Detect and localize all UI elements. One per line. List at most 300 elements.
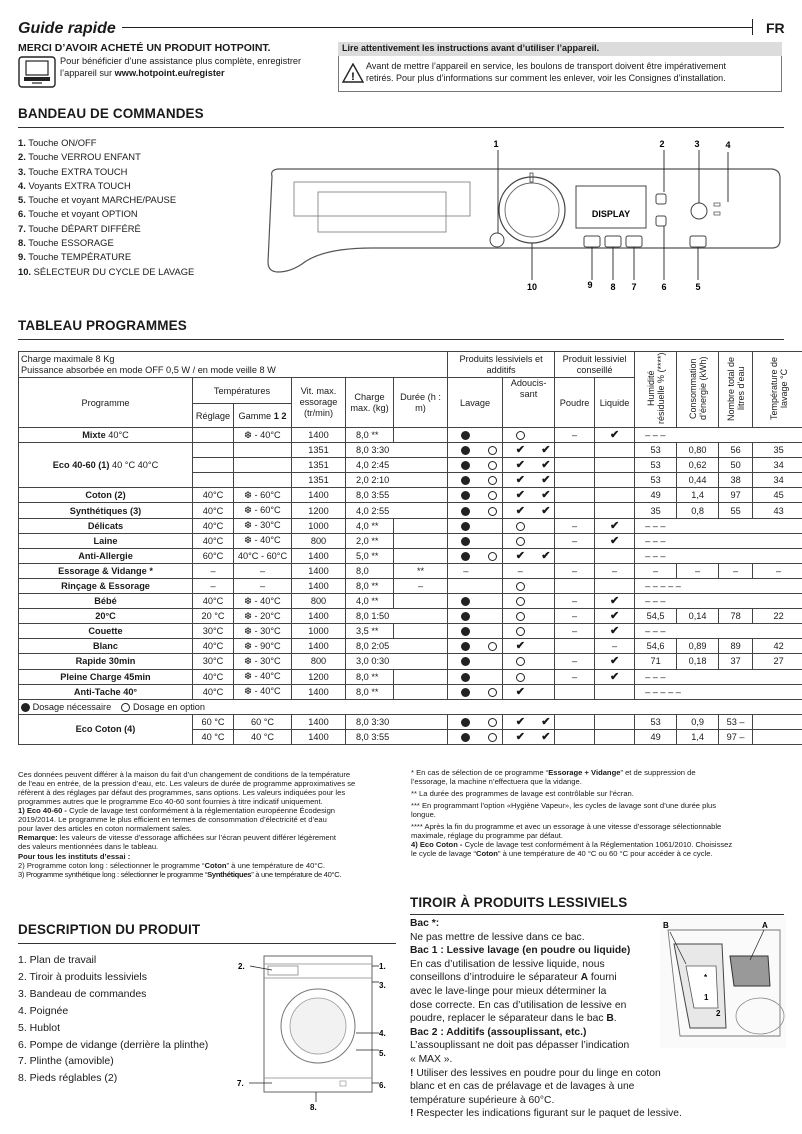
control-item — [18, 236, 194, 250]
prewash-dose — [484, 684, 503, 699]
duration — [394, 518, 448, 533]
residual-humidity: – – – — [635, 428, 802, 443]
residual-humidity: – – – – – — [635, 684, 802, 699]
info-max-load: Charge maximale 8 Kg — [21, 353, 115, 364]
programs-rule — [18, 339, 784, 340]
description-item: 5. Hublot — [18, 1021, 61, 1034]
residual-humidity: 71 — [635, 654, 677, 669]
header-charge: Charge max. (kg) — [346, 378, 394, 428]
spin-speed: 1400 — [292, 428, 346, 443]
note-r2: ** La durée des programmes de lavage est contrôlable sur l’écran. — [411, 789, 634, 798]
header-speed: Vit. max. essorage (tr/min) — [292, 378, 346, 428]
softener-dose — [503, 684, 538, 699]
program-name-suffix: 40 °C 40°C — [109, 460, 159, 471]
guide-title: Guide rapide — [18, 20, 116, 37]
inst-2b: Coton — [204, 861, 227, 870]
description-rule — [18, 943, 396, 944]
callout-9: 9 — [587, 280, 593, 290]
liquid-advised — [595, 458, 635, 473]
temp-range: – — [234, 578, 292, 593]
wash-dose — [448, 473, 484, 488]
callout-1: 1 — [493, 139, 499, 149]
legend-required: Dosage nécessaire — [32, 701, 112, 712]
control-item-label: Touche et voyant MARCHE/PAUSE — [28, 194, 177, 206]
liquid-advised — [595, 503, 635, 518]
header-range-label: Gamme — [238, 410, 272, 421]
header-humidity — [635, 352, 677, 428]
dosage-optional-icon — [488, 688, 497, 697]
water-liters: 97 — [719, 488, 753, 503]
spin-speed: 800 — [292, 654, 346, 669]
energy: – — [677, 563, 719, 578]
duration — [394, 548, 448, 563]
duration — [394, 594, 448, 609]
svg-text:!: ! — [351, 71, 355, 83]
note-r5e: ” à une température de 40 °C ou 60 °C pour accéder à ce cycle. — [497, 849, 713, 858]
duration — [394, 669, 448, 684]
duration: 1:50 — [371, 611, 390, 622]
prewash-dose — [484, 639, 503, 654]
liquid-advised — [595, 669, 635, 684]
dosage-required-icon — [461, 733, 470, 742]
header-liters-text: Nombre total de litres d’eau — [725, 356, 746, 421]
residual-humidity: – – – — [635, 548, 802, 563]
additive-dose — [538, 428, 555, 443]
additive-dose — [538, 578, 555, 593]
check-icon: ✔ — [515, 640, 525, 653]
check-icon: ✔ — [609, 429, 620, 442]
control-item — [18, 179, 194, 193]
bac1-line: conseillons d’introduire le séparateur — [410, 972, 581, 984]
residual-humidity: – – – – – — [635, 578, 802, 593]
residual-humidity: – – – — [635, 594, 802, 609]
temp-range: ❆ - 40°C — [234, 428, 292, 443]
header-wash-temp — [753, 352, 802, 428]
bac1-line: fourni — [588, 972, 617, 984]
temp-setting: 40°C — [193, 518, 234, 533]
temp-setting: 40°C — [193, 533, 234, 548]
wash-temp: 34 — [753, 473, 802, 488]
dosage-optional-icon — [516, 537, 525, 546]
liquid-advised — [595, 609, 635, 624]
program-name-text: Blanc — [92, 641, 119, 652]
temp-range: ❆ - 60°C — [234, 488, 292, 503]
note-r5: Cycle de lavage test conformément à la Réglementation 1061/2010. Choisissez — [462, 840, 733, 849]
control-item — [18, 136, 194, 150]
wash-dose — [448, 669, 484, 684]
table-row — [19, 609, 802, 624]
additive-dose — [538, 533, 555, 548]
dosage-required-icon — [461, 642, 470, 651]
softener-dose — [503, 473, 538, 488]
spin-speed: 1351 — [292, 443, 346, 458]
header-energy — [677, 352, 719, 428]
program-name-text: Anti-Allergie — [78, 550, 133, 561]
liquid-advised — [595, 428, 635, 443]
header-range-num: 1 2 — [273, 410, 287, 421]
wash-dose — [448, 533, 484, 548]
water-liters: 53 – — [719, 714, 753, 729]
temp-setting: 20 °C — [193, 609, 234, 624]
callout-pump: 6. — [379, 1081, 386, 1090]
table-row — [19, 533, 802, 548]
temp-setting — [193, 458, 234, 473]
wash-dose — [448, 518, 484, 533]
liquid-advised: – — [595, 639, 635, 654]
softener-dose — [503, 503, 538, 518]
temp-range: ❆ - 90°C — [234, 639, 292, 654]
max-load-value: 2,0 — [356, 475, 369, 486]
table-row — [19, 428, 802, 443]
control-item-number: 9. — [18, 251, 26, 263]
control-item — [18, 165, 194, 179]
max-load-value: 8,0 — [356, 611, 369, 622]
max-load-value: 8,0 — [356, 580, 369, 591]
max-load — [346, 533, 394, 548]
max-load — [346, 488, 448, 503]
wash-dose — [448, 443, 484, 458]
callout-handle: 4. — [379, 1029, 386, 1038]
temp-range: ❆ - 30°C — [234, 624, 292, 639]
header-rule — [122, 27, 752, 28]
wash-temp — [753, 714, 802, 729]
wash-temp: 22 — [753, 609, 802, 624]
control-item-number: 10. — [18, 265, 32, 277]
softener-dose — [503, 624, 538, 639]
dosage-required-icon — [461, 627, 470, 636]
wash-temp: 45 — [753, 488, 802, 503]
max-load-value: 8,0 — [356, 641, 369, 652]
notice-heading: Lire attentivement les instructions avant d’utiliser l’appareil. — [338, 42, 782, 56]
table-row — [19, 503, 802, 518]
notes-right — [411, 768, 785, 858]
residual-humidity: 53 — [635, 473, 677, 488]
controls-rule — [18, 127, 784, 128]
additive-dose — [538, 488, 555, 503]
check-icon: ✔ — [541, 504, 551, 517]
notes-left — [18, 770, 388, 879]
warning-2: Respecter les indications figurant sur le paquet de lessive. — [416, 1108, 682, 1120]
dosage-optional-icon — [516, 627, 525, 636]
drawer-label-b: B — [663, 921, 669, 930]
wash-dose — [448, 458, 484, 473]
description-item: 4. Poignée — [18, 1004, 69, 1017]
prewash-dose — [484, 518, 503, 533]
table-row — [19, 578, 802, 593]
drawer-title: TIROIR À PRODUITS LESSIVIELS — [410, 895, 628, 910]
check-icon: ✔ — [515, 504, 525, 517]
header-duration: Durée (h : m) — [394, 378, 448, 428]
temp-range: ❆ - 20°C — [234, 609, 292, 624]
softener-dose — [503, 609, 538, 624]
notice-line-2: retirés. Pour plus d’informations sur comment les enlever, voir les Consignes d’installation. — [366, 73, 726, 83]
separator-a: A — [580, 972, 589, 984]
program-name — [19, 518, 193, 533]
softener-dose — [503, 533, 538, 548]
bac2-title: Bac 2 : Additifs (assouplissant, etc.) — [410, 1026, 587, 1038]
wash-temp: – — [753, 563, 802, 578]
wash-dose — [448, 609, 484, 624]
liquid-advised — [595, 533, 635, 548]
powder-advised: – — [555, 669, 595, 684]
prewash-dose — [484, 594, 503, 609]
powder-advised: – — [555, 518, 595, 533]
header-range — [234, 404, 292, 428]
water-liters: 37 — [719, 654, 753, 669]
temp-setting: 60 °C — [193, 714, 234, 729]
program-name-text: Anti-Tache 40° — [73, 686, 138, 697]
softener-dose — [503, 639, 538, 654]
warning-icon — [342, 63, 364, 83]
residual-humidity: – – – — [635, 624, 802, 639]
residual-humidity: 49 — [635, 488, 677, 503]
energy: 0,44 — [677, 473, 719, 488]
spin-speed: 1400 — [292, 578, 346, 593]
temp-range — [234, 443, 292, 458]
spin-speed: 1400 — [292, 488, 346, 503]
max-load — [346, 594, 394, 609]
additive-dose — [538, 518, 555, 533]
max-load-value: 8,0 — [356, 716, 369, 727]
wash-temp: 34 — [753, 458, 802, 473]
residual-humidity: 53 — [635, 714, 677, 729]
remark-2: des valeurs mentionnées dans le tableau. — [18, 842, 159, 851]
temp-setting — [193, 443, 234, 458]
check-icon: ✔ — [515, 489, 525, 502]
bac1-line: En cas d’utilisation de lessive liquide, nous — [410, 958, 605, 970]
register-url[interactable]: www.hotpoint.eu/register — [114, 68, 225, 78]
residual-humidity: 54,6 — [635, 639, 677, 654]
program-name-text: Pleine Charge 45min — [60, 671, 151, 682]
powder-advised — [555, 443, 595, 458]
control-item — [18, 207, 194, 221]
note-line: de l’eau en entrée, de la pression d’eau, etc. Les valeurs de durée de programme approximatives se — [18, 779, 356, 788]
control-item — [18, 222, 194, 236]
max-load-value: 8,0 — [356, 490, 369, 501]
softener-dose — [503, 488, 538, 503]
callout-door: 5. — [379, 1049, 386, 1058]
control-item-label: Touche EXTRA TOUCH — [28, 165, 128, 177]
wash-dose: – — [448, 563, 484, 578]
energy: 0,18 — [677, 654, 719, 669]
spin-speed: 1400 — [292, 639, 346, 654]
program-name — [19, 488, 193, 503]
check-icon: ✔ — [515, 730, 525, 743]
callout-top: 1. — [379, 962, 386, 971]
powder-advised — [555, 548, 595, 563]
residual-humidity: 49 — [635, 729, 677, 744]
check-icon: ✔ — [541, 549, 551, 562]
max-load — [346, 684, 394, 699]
max-load-note: ** — [371, 686, 379, 697]
max-load — [346, 473, 448, 488]
max-load-value: 8,0 — [356, 445, 369, 456]
softener-dose — [503, 578, 538, 593]
table-row — [19, 654, 802, 669]
max-load-value: 2,0 — [356, 535, 369, 546]
prewash-dose — [484, 458, 503, 473]
header-temperatures: Températures — [193, 378, 292, 404]
dosage-optional-icon — [516, 582, 525, 591]
dosage-required-icon — [461, 688, 470, 697]
temp-setting — [193, 428, 234, 443]
control-item-label: Voyants EXTRA TOUCH — [28, 179, 131, 191]
register-text — [60, 55, 330, 79]
note-r4b: maximale, réglage du programme par défaut. — [411, 831, 563, 840]
max-load-value: 8,0 — [356, 671, 369, 682]
wash-temp: 27 — [753, 654, 802, 669]
max-load-note: ** — [371, 580, 379, 591]
liquid-advised: – — [595, 563, 635, 578]
inst-3c: ” à une température de 40°C. — [251, 870, 342, 879]
control-panel-diagram — [262, 136, 792, 296]
wash-dose — [448, 503, 484, 518]
inst-2a: 2) Programme coton long : sélectionner le programme “ — [18, 861, 205, 870]
note-r1c: ” et de suppression de — [620, 768, 696, 777]
additive-dose — [538, 714, 555, 729]
additive-dose — [538, 624, 555, 639]
prewash-dose — [484, 654, 503, 669]
legend-cell — [19, 699, 802, 714]
temp-range: ❆ - 40°C — [234, 594, 292, 609]
dosage-optional-icon — [488, 476, 497, 485]
control-item-number: 1. — [18, 137, 26, 148]
check-icon: ✔ — [609, 655, 620, 668]
softener-dose — [503, 714, 538, 729]
dosage-optional-icon — [516, 673, 525, 682]
additive-dose — [538, 729, 555, 744]
inst-3a: 3) Programme synthétique long : sélectionner le programme “ — [18, 870, 208, 879]
dosage-required-icon — [461, 461, 470, 470]
temp-setting: 40°C — [193, 503, 234, 518]
wash-dose — [448, 639, 484, 654]
softener-dose — [503, 729, 538, 744]
program-name-text: Essorage & Vidange * — [58, 565, 153, 576]
prewash-dose — [484, 473, 503, 488]
remark-label: Remarque: — [18, 833, 58, 842]
header-energy-text: Consommation d’énergie (kWh) — [687, 356, 708, 421]
program-name-text: Rapide 30min — [75, 656, 136, 667]
powder-advised — [555, 684, 595, 699]
dosage-optional-icon — [516, 657, 525, 666]
spin-speed: 1400 — [292, 729, 346, 744]
note-r5d: Coton — [476, 849, 498, 858]
program-name-text: Rinçage & Essorage — [61, 580, 150, 591]
program-name-text: Délicats — [87, 520, 124, 531]
wash-temp: 35 — [753, 443, 802, 458]
max-load — [346, 729, 448, 744]
table-row — [19, 624, 802, 639]
max-load-value: 5,0 — [356, 550, 369, 561]
max-load-note: ** — [371, 430, 379, 441]
duration: 2:55 — [371, 505, 390, 516]
prewash-dose — [484, 533, 503, 548]
spin-speed: 1400 — [292, 609, 346, 624]
control-item-label: Touche TEMPÉRATURE — [28, 251, 132, 263]
liquid-advised — [595, 729, 635, 744]
thanks-heading: MERCI D’AVOIR ACHETÉ UN PRODUIT HOTPOINT. — [18, 42, 271, 54]
energy: 0,9 — [677, 714, 719, 729]
dosage-required-icon — [461, 507, 470, 516]
temp-range — [234, 473, 292, 488]
note-line: réfèrent à des réglages par défaut des programmes, sans options. Les valeurs indiquées pour les — [18, 788, 346, 797]
header-lavage: Lavage — [448, 378, 503, 428]
energy: 0,89 — [677, 639, 719, 654]
control-item — [18, 193, 194, 207]
display-label: DISPLAY — [591, 209, 631, 219]
max-load — [346, 609, 448, 624]
notice-text — [366, 60, 778, 84]
callout-plinth: 7. — [237, 1079, 244, 1088]
description-title: DESCRIPTION DU PRODUIT — [18, 922, 201, 937]
program-name-text: Bébé — [94, 596, 117, 607]
residual-humidity: 54,5 — [635, 609, 677, 624]
register-line-2: l’appareil sur — [60, 68, 113, 78]
residual-humidity: 53 — [635, 443, 677, 458]
check-icon: ✔ — [609, 625, 620, 638]
description-list — [18, 952, 208, 1087]
check-icon: ✔ — [541, 730, 551, 743]
programs-table — [18, 351, 802, 745]
prewash-dose — [484, 578, 503, 593]
additive-dose — [538, 563, 555, 578]
prewash-dose — [484, 624, 503, 639]
program-name-text: Coton (2) — [85, 490, 126, 501]
max-load-value: 4,0 — [356, 520, 369, 531]
dosage-required-icon — [461, 446, 470, 455]
check-icon: ✔ — [515, 685, 525, 698]
softener-dose — [503, 443, 538, 458]
dosage-optional-icon — [488, 507, 497, 516]
duration: 2:45 — [371, 460, 390, 471]
dosage-required-icon — [461, 673, 470, 682]
softener-dose: – — [503, 563, 538, 578]
temp-setting: 30°C — [193, 654, 234, 669]
wash-dose — [448, 624, 484, 639]
powder-advised — [555, 488, 595, 503]
program-name: Eco Coton (4) — [19, 714, 193, 744]
max-load-note: ** — [371, 535, 379, 546]
residual-humidity: – – – — [635, 669, 802, 684]
liquid-advised — [595, 518, 635, 533]
dosage-required-icon — [461, 491, 470, 500]
wash-dose — [448, 428, 484, 443]
note-line: Ces données peuvent différer à la maison du fait d’un changement de conditions de la température — [18, 770, 351, 779]
powder-advised — [555, 639, 595, 654]
callout-8: 8 — [610, 282, 616, 292]
energy: 1,4 — [677, 488, 719, 503]
institutes-title: Pour tous les instituts d’essai : — [18, 852, 131, 861]
softener-dose — [503, 428, 538, 443]
note-r3b: longue. — [411, 810, 436, 819]
program-name — [19, 563, 193, 578]
prewash-dose — [484, 443, 503, 458]
max-load-note: ** — [371, 550, 379, 561]
dosage-optional-icon — [488, 461, 497, 470]
bac2-line: « MAX ». — [410, 1053, 453, 1065]
dosage-required-icon — [461, 657, 470, 666]
temp-range: ❆ - 40°C — [234, 684, 292, 699]
spin-speed: 800 — [292, 533, 346, 548]
powder-advised — [555, 714, 595, 729]
note-r1a: * En cas de sélection de ce programme “ — [411, 768, 549, 777]
check-icon: ✔ — [541, 444, 551, 457]
temp-range: 60 °C — [234, 714, 292, 729]
temp-setting — [193, 473, 234, 488]
wash-temp: 42 — [753, 639, 802, 654]
spin-speed: 1400 — [292, 714, 346, 729]
prewash-dose — [484, 563, 503, 578]
